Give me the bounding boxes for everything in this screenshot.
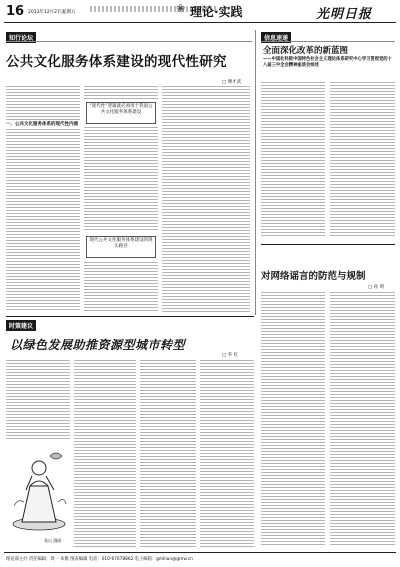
rumor-text-col1 bbox=[261, 292, 325, 547]
main-text-col2b bbox=[84, 127, 158, 232]
right-text-col1 bbox=[261, 82, 325, 238]
main-text-col1b bbox=[6, 129, 80, 312]
right-article-subtitle: ——中国社科院中国特色社会主义理论体系研究中心学习贯彻党的十八届三中全会精神座谈会综述 bbox=[263, 57, 392, 68]
green-text-col2 bbox=[74, 360, 136, 547]
issue-weekday: 星期五 bbox=[62, 10, 76, 15]
column-rule bbox=[6, 41, 252, 42]
main-subhead-1: 一、公共文化服务体系的现代性内涵 bbox=[6, 122, 78, 127]
header-rule bbox=[4, 22, 396, 23]
main-pullquote-2: 现代公共文化服务体系建设的现实路径 bbox=[86, 236, 156, 258]
cartoon-illustration bbox=[8, 446, 70, 536]
main-article-author: □ 傅才武 bbox=[222, 80, 242, 85]
main-text-col3 bbox=[162, 86, 250, 312]
page-number: 16 bbox=[6, 4, 25, 19]
footer-text: 理论部主办 责任编辑：周一 朱维 图表编辑 电话：010-67078862 电子邮箱：gmlilun@gmw.cn bbox=[6, 557, 193, 562]
cartoon-caption: 张山 漫画 bbox=[44, 538, 62, 543]
cartoon-drawing bbox=[8, 446, 70, 536]
page-header bbox=[0, 0, 400, 28]
main-pullquote-1: “现代性”逻辑就必须用于我国公共文化服务体系建设 bbox=[86, 102, 156, 124]
column-label-left-top: 知行论坛 bbox=[6, 32, 36, 43]
green-article-headline: 以绿色发展助推资源型城市转型 bbox=[10, 338, 186, 352]
rumor-article-author: □ 孙 明 bbox=[368, 285, 385, 290]
mid-rule bbox=[6, 316, 254, 317]
right-divider bbox=[261, 244, 395, 245]
green-text-col1a bbox=[6, 360, 70, 440]
issue-date: 2013年12月27日 bbox=[28, 10, 65, 15]
main-text-col1 bbox=[6, 86, 80, 120]
footer-rule bbox=[4, 552, 396, 553]
flower-icon: ❀ bbox=[176, 2, 186, 15]
right-text-col2 bbox=[330, 82, 395, 238]
main-article-headline: 公共文化服务体系建设的现代性研究 bbox=[6, 54, 227, 70]
column-rule-right bbox=[261, 41, 395, 42]
main-text-col2a bbox=[84, 86, 158, 100]
green-text-col4 bbox=[200, 360, 254, 547]
vertical-divider bbox=[255, 30, 256, 315]
rumor-text-col2 bbox=[330, 292, 395, 547]
rumor-article-headline: 对网络谣言的防范与规制 bbox=[261, 271, 366, 282]
main-text-col2c bbox=[84, 262, 158, 312]
column-label-right-top: 信息速递 bbox=[261, 32, 291, 43]
section-title: 理论·实践 bbox=[190, 5, 243, 19]
right-article-headline: 全面深化改革的新蓝图 bbox=[263, 46, 349, 56]
green-article-author: □ 李 红 bbox=[222, 353, 239, 358]
column-label-left-mid: 时策建议 bbox=[6, 320, 36, 331]
masthead-logo: 光明日报 bbox=[316, 7, 373, 22]
green-text-col3 bbox=[140, 360, 196, 547]
